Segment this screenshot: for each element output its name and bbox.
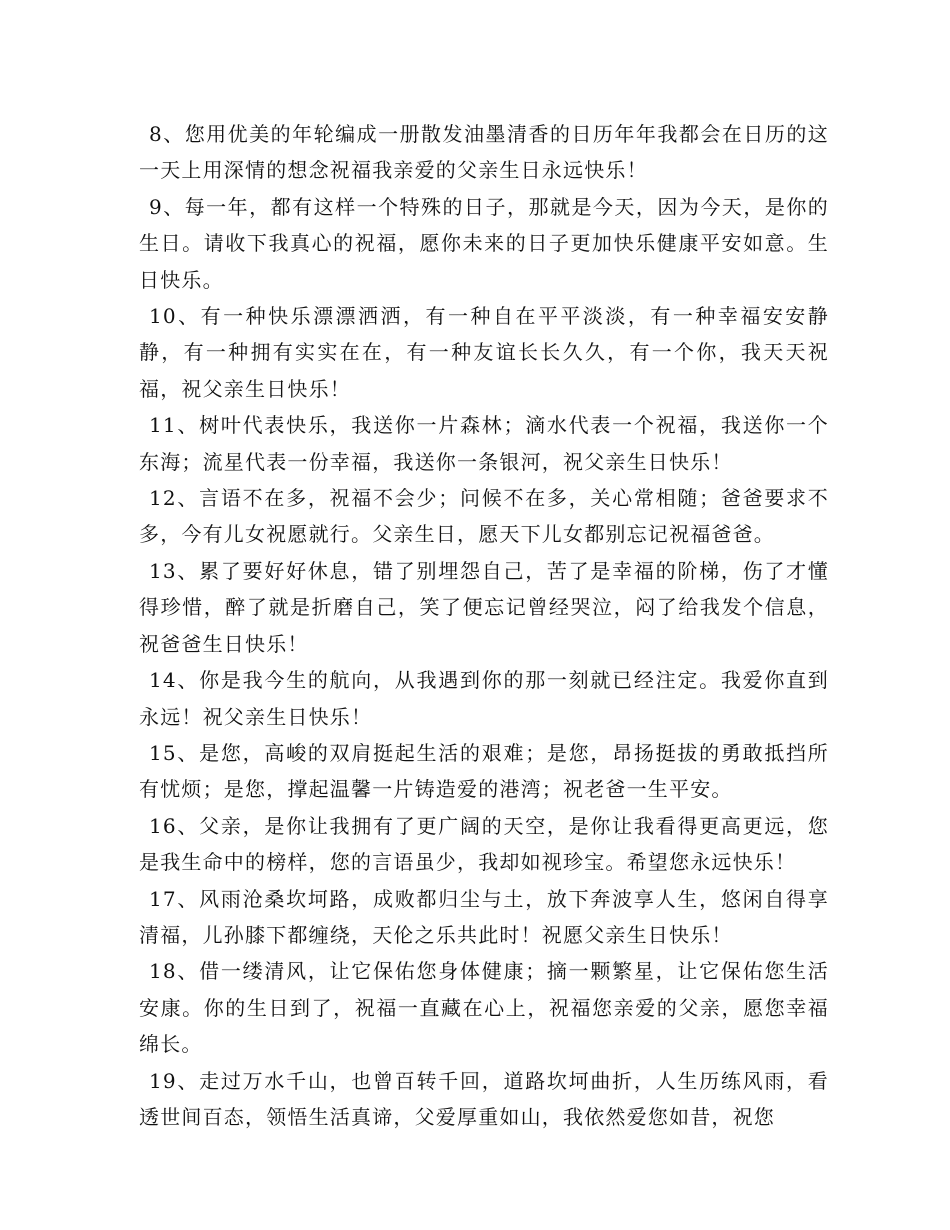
paragraph-17: 17、风雨沧桑坎坷路，成败都归尘与土，放下奔波享人生，悠闲自得享清福，儿孙膝下都缠绕，天伦之乐共此时！祝愿父亲生日快乐！ bbox=[139, 886, 829, 947]
paragraph-16: 16、父亲，是你让我拥有了更广阔的天空，是你让我看得更高更远，您是我生命中的榜样，您的言语虽少，我却如视珍宝。希望您永远快乐！ bbox=[139, 813, 829, 875]
paragraph-9: 9、每一年，都有这样一个特殊的日子，那就是今天，因为今天，是你的生日。请收下我真心的祝福，愿你未来的日子更加快乐健康平安如意。生日快乐。 bbox=[139, 194, 829, 292]
paragraph-15: 15、是您，高峻的双肩挺起生活的艰难；是您，昂扬挺拔的勇敢抵挡所有忧烦；是您，撑起温馨一片铸造爱的港湾；祝老爸一生平安。 bbox=[139, 740, 829, 802]
paragraph-19: 19、走过万水千山，也曾百转千回，道路坎坷曲折，人生历练风雨，看透世间百态，领悟生活真谛，父爱厚重如山，我依然爱您如昔，祝您 bbox=[139, 1068, 829, 1129]
paragraph-13: 13、累了要好好休息，错了别埋怨自己，苦了是幸福的阶梯，伤了才懂得珍惜，醉了就是折磨自己，笑了便忘记曾经哭泣，闷了给我发个信息，祝爸爸生日快乐！ bbox=[139, 558, 829, 656]
paragraph-10: 10、有一种快乐漂漂洒洒，有一种自在平平淡淡，有一种幸福安安静静，有一种拥有实实在在，有一种友谊长长久久，有一个你，我天天祝福，祝父亲生日快乐！ bbox=[139, 304, 829, 401]
paragraph-11: 11、树叶代表快乐，我送你一片森林；滴水代表一个祝福，我送你一个东海；流星代表一份幸福，我送你一条银河，祝父亲生日快乐！ bbox=[139, 413, 829, 474]
paragraph-8: 8、您用优美的年轮编成一册散发油墨清香的日历年年我都会在日历的这一天上用深情的想念祝福我亲爱的父亲生日永远快乐！ bbox=[139, 122, 829, 183]
document-body bbox=[139, 116, 829, 1135]
paragraph-12: 12、言语不在多，祝福不会少；问候不在多，关心常相随；爸爸要求不多，今有儿女祝愿就行。父亲生日，愿天下儿女都别忘记祝福爸爸。 bbox=[139, 486, 829, 547]
paragraph-18: 18、借一缕清风，让它保佑您身体健康；摘一颗繁星，让它保佑您生活安康。你的生日到了，祝福一直藏在心上，祝福您亲爱的父亲，愿您幸福绵长。 bbox=[139, 959, 829, 1057]
paragraph-14: 14、你是我今生的航向，从我遇到你的那一刻就已经注定。我爱你直到永远！祝父亲生日快乐！ bbox=[139, 668, 829, 729]
